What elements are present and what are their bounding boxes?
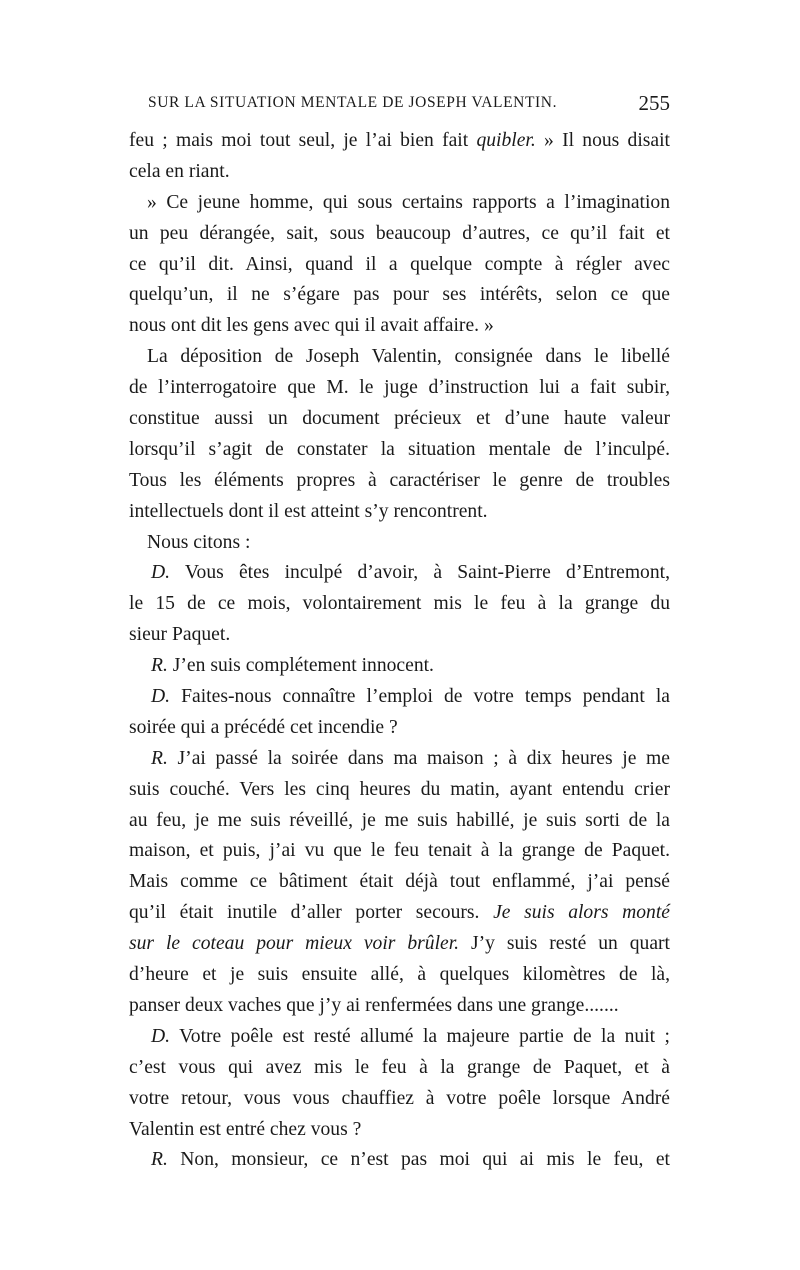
text-line xyxy=(129,682,670,713)
text-run: sieur Paquet. xyxy=(129,624,231,646)
text-line xyxy=(129,929,670,960)
body-text xyxy=(129,126,670,1176)
text-run: maison, et puis, j’ai vu que le feu tenait à la grange de Paquet. xyxy=(129,840,670,862)
text-line xyxy=(129,960,670,991)
italic-text: R. xyxy=(151,655,168,677)
text-run: J’en suis complétement innocent. xyxy=(167,655,434,677)
text-line xyxy=(129,806,670,837)
text-line xyxy=(129,898,670,929)
text-run: Tous les éléments propres à caractériser le genre de troubles xyxy=(129,469,670,491)
text-line xyxy=(129,250,670,281)
text-run: quelqu’un, il ne s’égare pas pour ses intérêts, selon ce que xyxy=(129,284,670,306)
text-line xyxy=(129,1053,670,1084)
text-run: J’ai passé la soirée dans ma maison ; à dix heures je me xyxy=(167,747,670,769)
text-run: nous ont dit les gens avec qui il avait affaire. » xyxy=(129,315,494,337)
text-line xyxy=(129,157,670,188)
text-run: Mais comme ce bâtiment était déjà tout enflammé, j’ai pensé xyxy=(129,871,670,893)
text-line xyxy=(129,1022,670,1053)
italic-text: R. xyxy=(151,747,168,769)
text-run: d’heure et je suis ensuite allé, à quelques kilomètres de là, xyxy=(129,964,670,986)
text-line xyxy=(129,404,670,435)
text-run: votre retour, vous vous chauffiez à votre poêle lorsque André xyxy=(129,1087,670,1109)
text-run: c’est vous qui avez mis le feu à la grange de Paquet, et à xyxy=(129,1056,670,1078)
text-line xyxy=(129,620,670,651)
italic-text: Je suis alors monté xyxy=(493,902,670,924)
page-number: 255 xyxy=(638,91,670,115)
text-line xyxy=(129,528,670,559)
text-run: soirée qui a précédé cet incendie ? xyxy=(129,716,398,738)
italic-text: sur le coteau pour mieux voir brûler. xyxy=(129,933,460,955)
text-line xyxy=(129,775,670,806)
text-run: Vous êtes inculpé d’avoir, à Saint-Pierre d’Entremont, xyxy=(170,562,670,584)
text-line xyxy=(129,311,670,342)
text-line xyxy=(129,744,670,775)
text-run: » Ce jeune homme, qui sous certains rapports a l’imagination xyxy=(147,191,670,213)
text-line xyxy=(129,713,670,744)
text-run: cela en riant. xyxy=(129,160,230,182)
text-line xyxy=(129,497,670,528)
text-run: au feu, je me suis réveillé, je me suis habillé, je suis sorti de la xyxy=(129,809,670,831)
text-run: un peu dérangée, sait, sous beaucoup d’autres, ce qu’il fait et xyxy=(129,222,670,244)
text-line xyxy=(129,435,670,466)
text-line xyxy=(129,1084,670,1115)
text-run: Valentin est entré chez vous ? xyxy=(129,1118,362,1140)
italic-text: D. xyxy=(151,686,171,708)
text-line xyxy=(129,558,670,589)
italic-text: quibler. xyxy=(476,130,536,151)
italic-text: R. xyxy=(151,1149,168,1171)
page-header xyxy=(148,91,670,120)
text-run: qu’il était inutile d’aller porter secours. xyxy=(129,902,494,924)
text-run: le 15 de ce mois, volontairement mis le feu à la grange du xyxy=(129,593,670,615)
text-run: constitue aussi un document précieux et d’une haute valeur xyxy=(129,408,670,430)
text-line xyxy=(129,126,670,157)
text-run: Faites-nous connaître l’emploi de votre temps pendant la xyxy=(170,686,670,708)
text-run: intellectuels dont il est atteint s’y rencontrent. xyxy=(129,500,488,522)
text-run: lorsqu’il s’agit de constater la situation mentale de l’inculpé. xyxy=(129,438,670,460)
italic-text: D. xyxy=(151,1025,171,1047)
text-line xyxy=(129,867,670,898)
text-line xyxy=(129,219,670,250)
italic-text: D. xyxy=(151,562,171,584)
text-run: suis couché. Vers les cinq heures du matin, ayant entendu crier xyxy=(129,778,670,800)
running-title: SUR LA SITUATION MENTALE DE JOSEPH VALENTIN. xyxy=(148,94,558,111)
text-line xyxy=(129,651,670,682)
text-run: Non, monsieur, ce n’est pas moi qui ai mis le feu, et xyxy=(167,1149,670,1171)
text-run: Votre poêle est resté allumé la majeure partie de la nuit ; xyxy=(170,1025,670,1047)
text-line xyxy=(129,342,670,373)
text-line xyxy=(129,836,670,867)
text-line xyxy=(129,1115,670,1146)
text-line xyxy=(129,280,670,311)
text-run: panser deux vaches que j’y ai renfermées dans une grange....... xyxy=(129,994,619,1016)
text-run: de l’interrogatoire que M. le juge d’instruction lui a fait subir, xyxy=(129,377,670,399)
text-line xyxy=(129,188,670,219)
text-line xyxy=(129,373,670,404)
text-run: » Il nous disait xyxy=(535,130,670,151)
text-run: La déposition de Joseph Valentin, consignée dans le libellé xyxy=(147,346,670,368)
text-line xyxy=(129,991,670,1022)
text-run: ce qu’il dit. Ainsi, quand il a quelque compte à régler avec xyxy=(129,253,670,275)
text-run: Nous citons : xyxy=(147,531,251,553)
text-run: J’y suis resté un quart xyxy=(459,933,670,955)
text-line xyxy=(129,1145,670,1176)
text-run: feu ; mais moi tout seul, je l’ai bien fait xyxy=(129,130,477,151)
text-line xyxy=(129,589,670,620)
text-line xyxy=(129,466,670,497)
